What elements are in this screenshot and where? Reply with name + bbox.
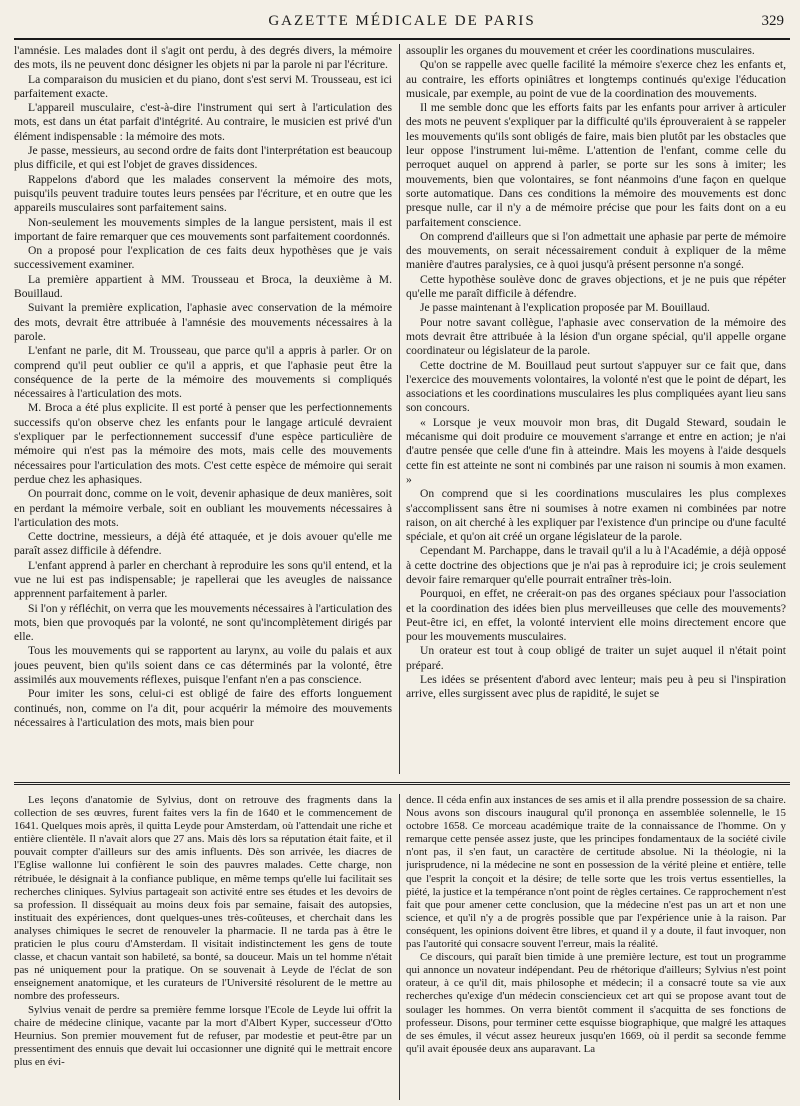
- paragraph: Un orateur est tout à coup obligé de traiter un sujet auquel il n'était point préparé.: [406, 644, 786, 672]
- paragraph: dence. Il céda enfin aux instances de ses amis et il alla prendre possession de sa chaire. Nous avons son discours inaugural qu'il prononça en assemblée solennelle, le 15 octobre 1658. Ce morceau académique traite de la connaissance de l'homme. On y remarque cette pensée assez juste, que les principes fondamentaux de la société civile n'ont pas, il s'en faut, un caractère de certitude absolue. Ni la théologie, ni la jurisprudence, ni la médecine ne sont en possession de la vérité pleine et entière, telle que l'esprit la conçoit et la désire; de telle sorte que les trois vertus essentielles, la piété, la justice et la tempérance n'ont point de règles certaines. Ce rapprochement n'est fait que pour amener cette conclusion, que la médecine n'est pas un art et non une science, et qu'il n'y a de progrès possible que par l'expérience unie à la raison. Par conséquent, les opinions doivent être libres, et quand il y a doute, il faut invoquer, non pas l'autorité qui consacre souvent l'erreur, mais la réalité.: [406, 794, 786, 951]
- paragraph: Si l'on y réfléchit, on verra que les mouvements nécessaires à l'articulation des mots, bien que provoqués par la volonté, ne sont qu'incomplètement dirigés par elle.: [14, 601, 392, 644]
- paragraph: Je passe, messieurs, au second ordre de faits dont l'interprétation est beaucoup plus difficile, et qui est l'objet de graves dissidences.: [14, 144, 392, 172]
- article-column-left: [14, 44, 392, 774]
- paragraph: Sylvius venait de perdre sa première femme lorsque l'Ecole de Leyde lui offrit la chaire de médecine clinique, vacante par la mort d'Albert Kyper, successeur d'Otto Heurnius. Son premier mouvement fut de refuser, par modestie et peut-être par un pressentiment des ennuis que devait lui occasionner une dignité qui le mettrait encore plus en évi-: [14, 1003, 392, 1068]
- paragraph: M. Broca a été plus explicite. Il est porté à penser que les perfectionnements successifs qu'on observe chez les enfants pour le langage articulé devraient s'expliquer par le perfectionnement successif d'une espèce particulière de mémoire qui n'est pas la mémoire des mots, mais celle des mouvements nécessaires pour l'articulation des mots. C'est cette espèce de mémoire qui serait perdue chez les aphasiques.: [14, 401, 392, 486]
- paragraph: l'amnésie. Les malades dont il s'agit ont perdu, à des degrés divers, la mémoire des mots, ils ne peuvent donc désigner les objets ni par la parole ni par l'écriture.: [14, 44, 392, 72]
- paragraph: Je passe maintenant à l'explication proposée par M. Bouillaud.: [420, 301, 710, 315]
- paragraph: La comparaison du musicien et du piano, dont s'est servi M. Trousseau, est ici parfaitement exacte.: [14, 72, 392, 100]
- column-divider: [399, 794, 400, 1100]
- paragraph: L'enfant apprend à parler en cherchant à reproduire les sons qu'il entend, et la vue ne lui est pas indispensable; je rapellerai que les aveugles de naissance apprennent parfaitement à parler.: [14, 558, 392, 601]
- paragraph: Cette doctrine de M. Bouillaud peut surtout s'appuyer sur ce fait que, dans l'exercice des mouvements volontaires, la volonté n'est que le point de départ, les associations et les coordinations musculaires les plus compliquées ayant lieu sans son concours.: [406, 358, 786, 415]
- page-header: [14, 10, 790, 40]
- paragraph: La première appartient à MM. Trousseau et Broca, la deuxième à M. Bouillaud.: [14, 272, 392, 301]
- feuilleton-column-right: [406, 794, 786, 1100]
- paragraph: L'appareil musculaire, c'est-à-dire l'instrument qui sert à l'articulation des mots, est dans un état parfait d'intégrité. Au contraire, le musicien est privé d'un élément indispensable : la mémoire des mots.: [14, 101, 392, 143]
- column-divider: [399, 44, 400, 774]
- quotation: « Lorsque je veux mouvoir mon bras, dit Dugald Steward, soudain le mécanisme qui doit produire ce mouvement s'arrange et entre en action; je n'ai d'autre pensée que celle d'une fin à atteindre. Mais les moyens à l'aide desquels cette fin est atteinte ne sont ni combinés par une raison ni soumis à mon examen. »: [406, 415, 786, 486]
- paragraph: On pourrait donc, comme on le voit, devenir aphasique de deux manières, soit en perdant la mémoire verbale, soit en oubliant les mouvements nécessaires à l'articulation des mots.: [14, 487, 392, 529]
- paragraph: Ce discours, qui paraît bien timide à une première lecture, est tout un programme qui annonce un novateur indépendant. Peu de rhétorique d'ailleurs; Sylvius n'est point orateur, à ce qu'il dit, mais philosophe et médecin; il a consacré toute sa vie aux recherches qu'exige d'un médecin consciencieux cet art qui se propose avant tout de soulager les hommes. On verra bientôt comment il s'acquitta de ses fonctions de professeur. Disons, pour terminer cette esquisse biographique, que malgré les attaques de ses émules, il vécut assez heureux jusqu'en 1669, où il perdit sa seconde femme qu'il avait épousée deux ans auparavant. La: [406, 951, 786, 1055]
- paragraph: Suivant la première explication, l'aphasie avec conservation de la mémoire des mots, devrait être attribuée à l'amnésie des mouvements nécessaires à la parole.: [14, 301, 392, 343]
- paragraph: Non-seulement les mouvements simples de la langue persistent, mais il est important de faire remarquer que ces mouvements sont parfaitement coordonnés.: [14, 215, 392, 243]
- paragraph: Pourquoi, en effet, ne créerait-on pas des organes spéciaux pour l'association et la coordination des idées bien plus merveilleuses que celle des mouvements? Peut-être ici, en effet, la volonté intervient elle moins directement encore que pour les mouvements musculaires.: [406, 587, 786, 644]
- paragraph: Les idées se présentent d'abord avec lenteur; mais peu à peu si l'inspiration arrive, elles surgissent avec plus de rapidité, le sujet se: [406, 673, 786, 701]
- paragraph: Il me semble donc que les efforts faits par les enfants pour arriver à articuler des mots ne peuvent s'expliquer par la difficulté qu'ils éprouveraient à se rappeler les mouvements qu'ils sont obligés de faire, mais bien plutôt par les obstacles que leur oppose l'instrument lui-même. L'attention de l'enfant, comme celle du perroquet auquel on apprend à parler, se porte sur les sons à imiter; les mouvements, bien que volontaires, se font néanmoins d'une façon en quelque sorte automatique. Dans ces conditions la mémoire des mouvements est donc presque nulle, car il n'y a de mémoire précise que pour les faits dont on a eu parfaitement conscience.: [406, 101, 786, 229]
- article-column-right: [406, 44, 786, 774]
- paragraph: assouplir les organes du mouvement et créer les coordinations musculaires.: [406, 44, 755, 57]
- paragraph: Cette doctrine, messieurs, a déjà été attaquée, et je dois avouer qu'elle me paraît assez difficile à défendre.: [14, 530, 392, 558]
- paragraph: Rappelons d'abord que les malades conservent la mémoire des mots, puisqu'ils peuvent traduire toutes leurs pensées par l'écriture, et en outre que les appareils musculaires sont parfaitement sains.: [14, 172, 392, 215]
- paragraph: On comprend que si les coordinations musculaires les plus complexes s'accomplissent sans être ni soumises à notre examen ni combinées par notre raison, on ait cherché à les expliquer par l'existence d'un principe ou d'une faculté spéciale, et qu'on ait créé un organe législateur de la parole.: [406, 487, 786, 544]
- paragraph: Cependant M. Parchappe, dans le travail qu'il a lu à l'Académie, a déjà opposé à cette doctrine des objections que je n'ai pas à reproduire ici; je crois seulement devoir faire remarquer qu'elle pourrait entraîner très-loin.: [406, 544, 786, 586]
- paragraph: Cette hypothèse soulève donc de graves objections, et je ne puis que répéter qu'elle me paraît difficile à défendre.: [406, 272, 786, 301]
- paragraph: Qu'on se rappelle avec quelle facilité la mémoire s'exerce chez les enfants et, au contraire, les efforts opiniâtres et longtemps continués qu'exige l'éducation musicale, par exemple, au point de vue de la coordination des mouvements.: [406, 58, 786, 100]
- feuilleton-divider: [14, 782, 790, 785]
- journal-title: GAZETTE MÉDICALE DE PARIS: [268, 13, 536, 29]
- paragraph: Tous les mouvements qui se rapportent au larynx, au voile du palais et aux joues peuvent, bien qu'ils soient dans ce cas déterminés par la volonté, être assimilés aux mouvements réflexes, puisque l'enfant n'en a pas conscience.: [14, 644, 392, 687]
- page-number: 329: [761, 13, 784, 29]
- paragraph: On comprend d'ailleurs que si l'on admettait une aphasie par perte de mémoire des mouvements, on serait nécessairement conduit à expliquer de la même manière d'autres paralysies, ce à quoi jusqu'à présent personne n'a songé.: [406, 229, 786, 272]
- paragraph: Pour notre savant collègue, l'aphasie avec conservation de la mémoire des mots devrait être attribuée à la lésion d'un organe spécial, qu'il appelle organe coordinateur ou législateur de la parole.: [406, 315, 786, 358]
- paragraph: Pour imiter les sons, celui-ci est obligé de faire des efforts longuement continués, non, comme on l'a dit, pour acquérir la mémoire des mouvements nécessaires à l'articulation des mots, mais bien pour: [14, 687, 392, 729]
- paragraph: L'enfant ne parle, dit M. Trousseau, que parce qu'il a appris à parler. Or on comprend qu'il peut oublier ce qu'il a appris, et que l'aphasie peut être la conséquence de la perte de la mémoire des mouvements si compliqués nécessaires à l'articulation des mots.: [14, 344, 392, 401]
- feuilleton-column-left: [14, 794, 392, 1100]
- paragraph: Les leçons d'anatomie de Sylvius, dont on retrouve des fragments dans la collection de ses œuvres, furent faites vers la fin de 1640 et le commencement de 1641. Quelques mois après, il quitta Leyde pour Amsterdam, où l'attendait une riche et entière clientèle. Il n'avait alors que 27 ans. Mais dès lors sa réputation était faite, et il pouvait compter d'ailleurs sur des amis influents. Dès son arrivée, les diacres de l'Eglise wallonne lui confièrent le soin des pauvres malades. Cette charge, non rétribuée, le désignait à la confiance publique, en même temps qu'elle lui facilitait ses recherches cliniques. Sylvius partageait son activité entre ses études et les devoirs de sa profession. Il disséquait au moins deux fois par semaine, faisait des autopsies, instituait des expériences, dont quelques-unes très-coûteuses, et cherchait dans les analyses chimiques le secret de renouveler la pharmacie. Il ne tarda pas à être le praticien le plus couru d'Amsterdam. Il visitait indistinctement les gens de toute classe, et chacun vantait son habileté, sa bonté, sa douceur. Mais un tel homme n'était pas né uniquement pour la pratique. On se souvenait à Leyde de l'éclat de son enseignement anatomique, et les curateurs de l'Université résolurent de le mettre au nombre des professeurs.: [14, 794, 392, 1003]
- paragraph: On a proposé pour l'explication de ces faits deux hypothèses que je vais successivement examiner.: [14, 244, 392, 272]
